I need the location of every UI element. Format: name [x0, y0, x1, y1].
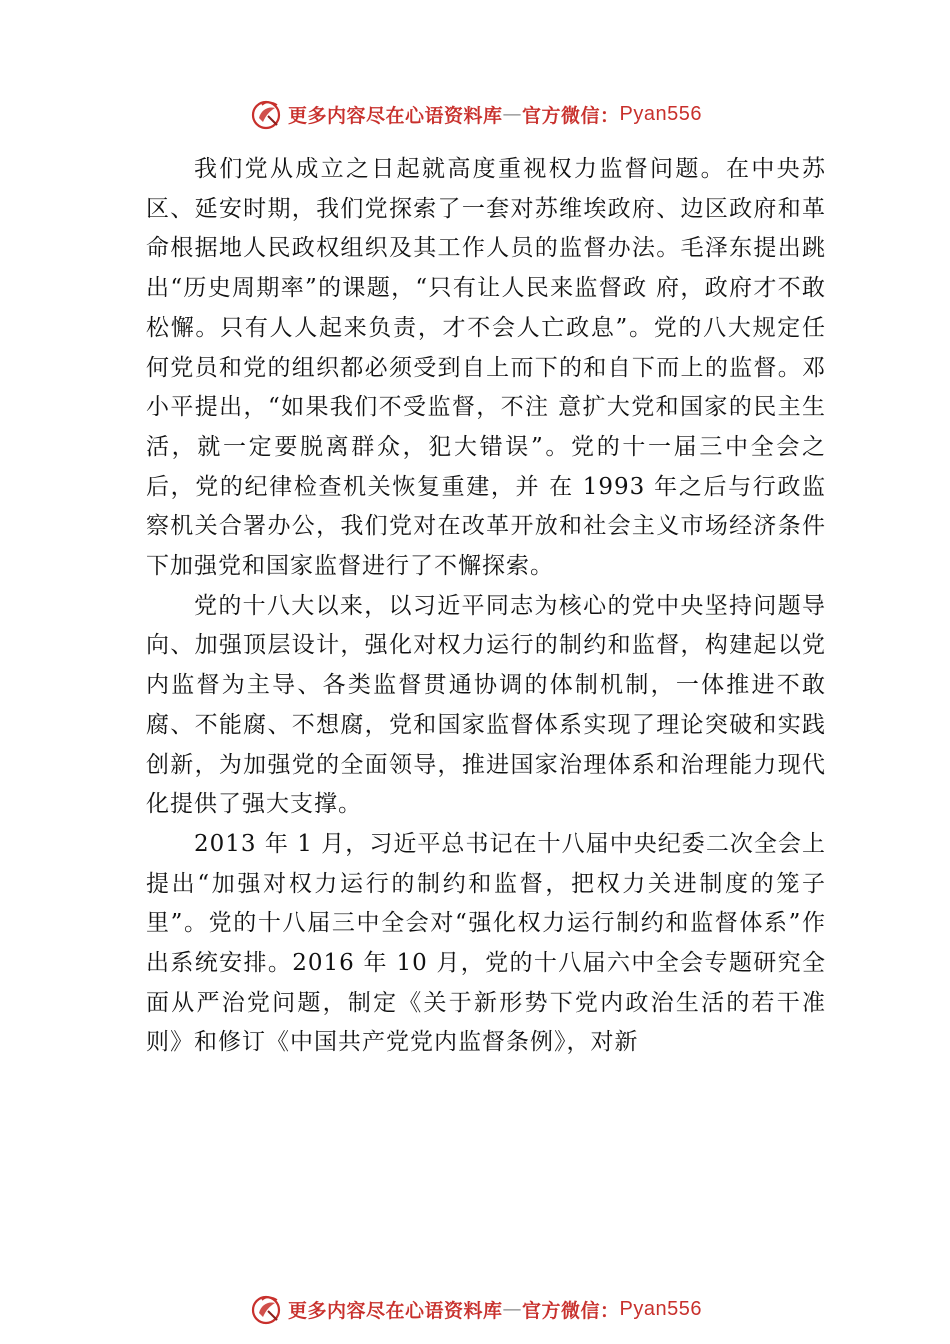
header-separator: —	[502, 103, 523, 125]
header-contact-label: 官方微信：	[522, 104, 620, 127]
header-banner	[0, 94, 950, 134]
brand-logo-icon	[248, 96, 284, 132]
footer-banner	[0, 1289, 950, 1329]
footer-banner-text: 更多内容尽在心语资料库	[288, 1299, 503, 1322]
paragraph-1: 我们党从成立之日起就高度重视权力监督问题。在中央苏区、延安时期，我们党探索了一套对苏维埃政府、边区政府和革命根据地人民政权组织及其工作人员的监督办法。毛泽东提出跳出“历史周期率”的课题，“只有让人民来监督政 府，政府才不敢松懈。只有人人起来负责，才不会人亡政息”。党的八大规定任何党员和党的组织都必须受到自上而下的和自下而上的监督。邓小平提出，“如果我们不受监督，不注 意扩大党和国家的民主生活，就一定要脱离群众，犯大错误”。党的十一届三中全会之后，党的纪律检查机关恢复重建，并 在 1993 年之后与行政监察机关合署办公，我们党对在改革开放和社会主义市场经济条件下加强党和国家监督进行了不懈探索。	[146, 156, 826, 580]
document-body	[146, 150, 826, 1063]
footer-separator: —	[502, 1298, 523, 1320]
footer-account: Pyan556	[619, 1297, 702, 1320]
paragraph-3: 2013 年 1 月，习近平总书记在十八届中央纪委二次全会上提出“加强对权力运行的制约和监督，把权力关进制度的笼子里”。党的十八届三中全会对“强化权力运行制约和监督体系”作出系统安排。2016 年 10 月，党的十八届六中全会专题研究全面从严治党问题，制定《关于新形势下党内政治生活的若干准则》和修订《中国共产党党内监督条例》，对新	[146, 830, 826, 1056]
header-account: Pyan556	[619, 102, 702, 125]
footer-contact-label: 官方微信：	[522, 1299, 620, 1322]
brand-logo-icon	[248, 1291, 284, 1327]
paragraph-2: 党的十八大以来，以习近平同志为核心的党中央坚持问题导向、加强顶层设计，强化对权力运行的制约和监督，构建起以党内监督为主导、各类监督贯通协调的体制机制，一体推进不敢腐、不能腐、不想腐，党和国家监督体系实现了理论突破和实践创新，为加强党的全面领导，推进国家治理体系和治理能力现代化提供了强大支撑。	[146, 592, 826, 818]
header-banner-text: 更多内容尽在心语资料库	[288, 104, 503, 127]
